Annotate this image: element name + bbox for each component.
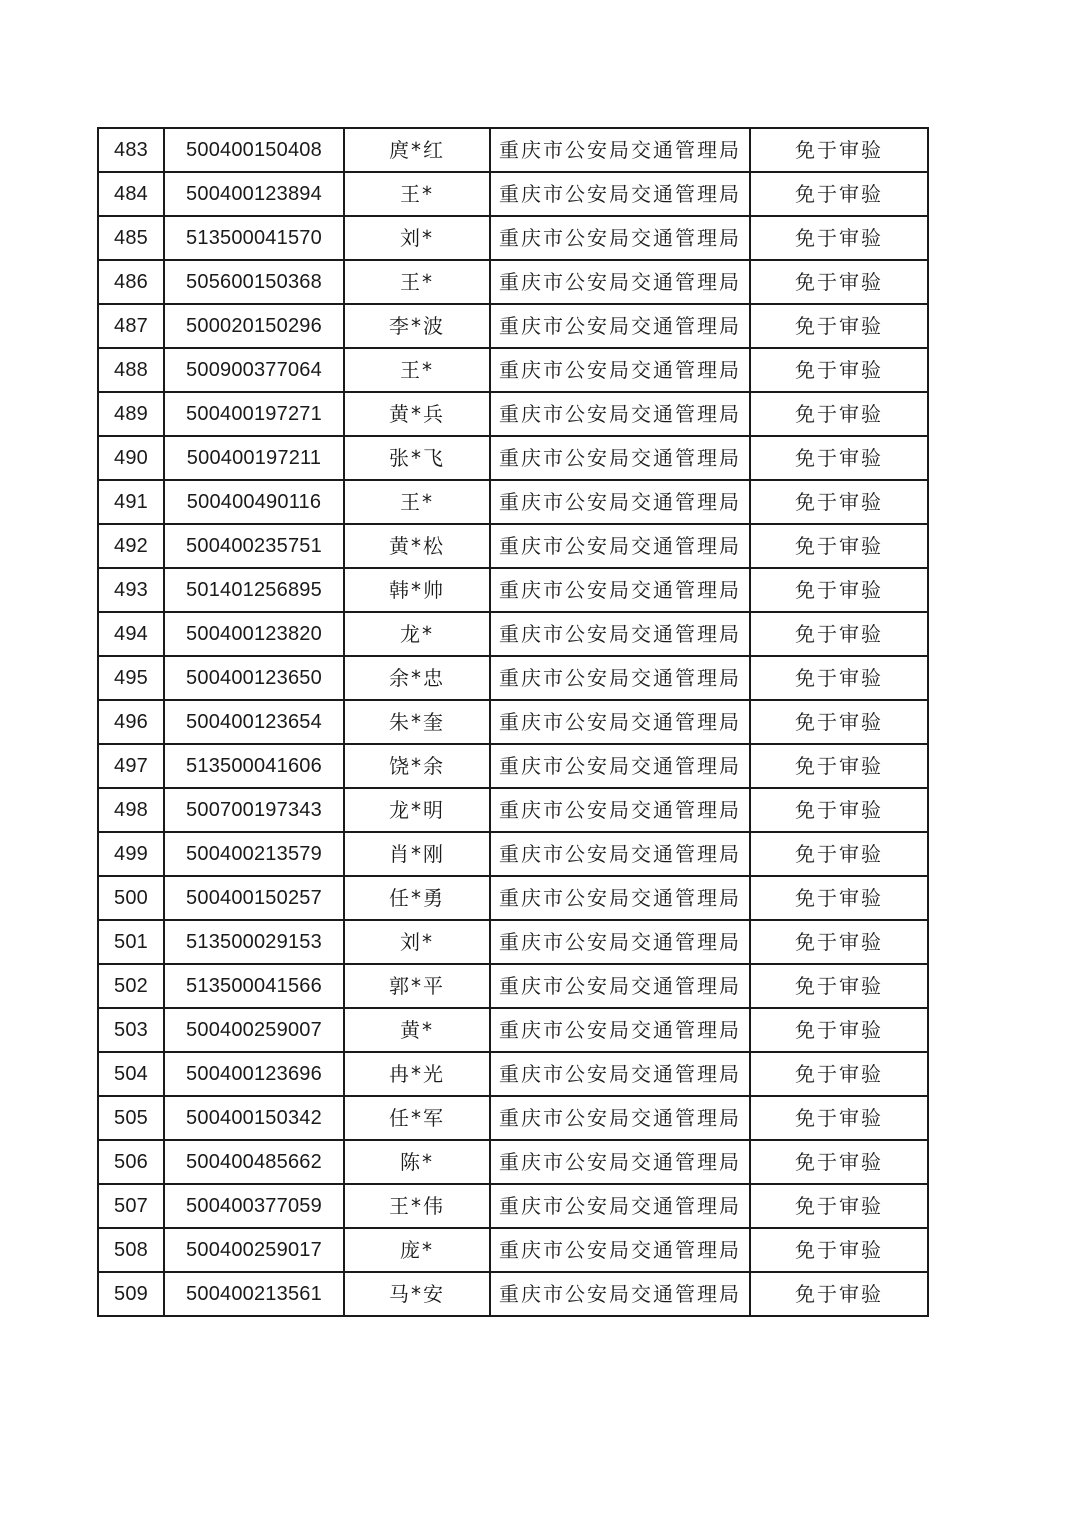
row-certificate-id: 500400123894 bbox=[164, 172, 344, 216]
table-row bbox=[98, 1272, 928, 1316]
row-issuing-authority: 重庆市公安局交通管理局 bbox=[490, 348, 750, 392]
row-holder-name: 李*波 bbox=[344, 304, 490, 348]
row-certificate-id: 500400213579 bbox=[164, 832, 344, 876]
row-holder-name: 王* bbox=[344, 480, 490, 524]
row-holder-name: 任*勇 bbox=[344, 876, 490, 920]
row-sequence-number: 494 bbox=[98, 612, 164, 656]
row-review-status: 免于审验 bbox=[750, 172, 928, 216]
row-review-status: 免于审验 bbox=[750, 920, 928, 964]
row-certificate-id: 500400197271 bbox=[164, 392, 344, 436]
row-certificate-id: 500400213561 bbox=[164, 1272, 344, 1316]
row-sequence-number: 492 bbox=[98, 524, 164, 568]
row-holder-name: 马*安 bbox=[344, 1272, 490, 1316]
row-sequence-number: 484 bbox=[98, 172, 164, 216]
row-certificate-id: 500400123654 bbox=[164, 700, 344, 744]
table-row bbox=[98, 744, 928, 788]
table-row bbox=[98, 788, 928, 832]
row-certificate-id: 500400123820 bbox=[164, 612, 344, 656]
row-holder-name: 黄* bbox=[344, 1008, 490, 1052]
row-certificate-id: 500400377059 bbox=[164, 1184, 344, 1228]
table-row bbox=[98, 172, 928, 216]
records-table bbox=[97, 127, 929, 1317]
row-review-status: 免于审验 bbox=[750, 1272, 928, 1316]
row-review-status: 免于审验 bbox=[750, 1140, 928, 1184]
table-row bbox=[98, 304, 928, 348]
row-review-status: 免于审验 bbox=[750, 1184, 928, 1228]
row-review-status: 免于审验 bbox=[750, 1008, 928, 1052]
row-review-status: 免于审验 bbox=[750, 480, 928, 524]
row-issuing-authority: 重庆市公安局交通管理局 bbox=[490, 568, 750, 612]
row-issuing-authority: 重庆市公安局交通管理局 bbox=[490, 524, 750, 568]
row-sequence-number: 499 bbox=[98, 832, 164, 876]
row-issuing-authority: 重庆市公安局交通管理局 bbox=[490, 1096, 750, 1140]
table-row bbox=[98, 832, 928, 876]
row-sequence-number: 488 bbox=[98, 348, 164, 392]
row-holder-name: 朱*奎 bbox=[344, 700, 490, 744]
row-sequence-number: 498 bbox=[98, 788, 164, 832]
row-holder-name: 陈* bbox=[344, 1140, 490, 1184]
row-review-status: 免于审验 bbox=[750, 392, 928, 436]
row-holder-name: 王* bbox=[344, 172, 490, 216]
row-certificate-id: 500400259017 bbox=[164, 1228, 344, 1272]
row-holder-name: 余*忠 bbox=[344, 656, 490, 700]
row-issuing-authority: 重庆市公安局交通管理局 bbox=[490, 700, 750, 744]
row-certificate-id: 500400150408 bbox=[164, 128, 344, 172]
row-issuing-authority: 重庆市公安局交通管理局 bbox=[490, 1272, 750, 1316]
table-row bbox=[98, 920, 928, 964]
row-review-status: 免于审验 bbox=[750, 700, 928, 744]
row-certificate-id: 501401256895 bbox=[164, 568, 344, 612]
table-row bbox=[98, 964, 928, 1008]
table-row bbox=[98, 1052, 928, 1096]
row-review-status: 免于审验 bbox=[750, 656, 928, 700]
row-issuing-authority: 重庆市公安局交通管理局 bbox=[490, 128, 750, 172]
row-certificate-id: 500400485662 bbox=[164, 1140, 344, 1184]
row-review-status: 免于审验 bbox=[750, 436, 928, 480]
row-review-status: 免于审验 bbox=[750, 832, 928, 876]
row-holder-name: 黄*兵 bbox=[344, 392, 490, 436]
row-issuing-authority: 重庆市公安局交通管理局 bbox=[490, 480, 750, 524]
row-review-status: 免于审验 bbox=[750, 1096, 928, 1140]
row-issuing-authority: 重庆市公安局交通管理局 bbox=[490, 1052, 750, 1096]
row-issuing-authority: 重庆市公安局交通管理局 bbox=[490, 832, 750, 876]
row-sequence-number: 500 bbox=[98, 876, 164, 920]
row-issuing-authority: 重庆市公安局交通管理局 bbox=[490, 260, 750, 304]
table-row bbox=[98, 1096, 928, 1140]
table-row bbox=[98, 1184, 928, 1228]
row-review-status: 免于审验 bbox=[750, 964, 928, 1008]
row-certificate-id: 513500041566 bbox=[164, 964, 344, 1008]
row-issuing-authority: 重庆市公安局交通管理局 bbox=[490, 216, 750, 260]
row-certificate-id: 500400150342 bbox=[164, 1096, 344, 1140]
row-holder-name: 刘* bbox=[344, 216, 490, 260]
row-review-status: 免于审验 bbox=[750, 1052, 928, 1096]
row-issuing-authority: 重庆市公安局交通管理局 bbox=[490, 744, 750, 788]
table-row bbox=[98, 612, 928, 656]
row-holder-name: 肖*刚 bbox=[344, 832, 490, 876]
row-review-status: 免于审验 bbox=[750, 1228, 928, 1272]
row-sequence-number: 485 bbox=[98, 216, 164, 260]
row-issuing-authority: 重庆市公安局交通管理局 bbox=[490, 392, 750, 436]
row-holder-name: 王* bbox=[344, 260, 490, 304]
row-review-status: 免于审验 bbox=[750, 260, 928, 304]
row-certificate-id: 513500041570 bbox=[164, 216, 344, 260]
row-certificate-id: 500400150257 bbox=[164, 876, 344, 920]
row-issuing-authority: 重庆市公安局交通管理局 bbox=[490, 1008, 750, 1052]
table-row bbox=[98, 348, 928, 392]
row-review-status: 免于审验 bbox=[750, 348, 928, 392]
table-row bbox=[98, 216, 928, 260]
row-holder-name: 龙*明 bbox=[344, 788, 490, 832]
row-issuing-authority: 重庆市公安局交通管理局 bbox=[490, 656, 750, 700]
row-sequence-number: 496 bbox=[98, 700, 164, 744]
row-sequence-number: 489 bbox=[98, 392, 164, 436]
row-sequence-number: 505 bbox=[98, 1096, 164, 1140]
row-holder-name: 龙* bbox=[344, 612, 490, 656]
row-issuing-authority: 重庆市公安局交通管理局 bbox=[490, 1228, 750, 1272]
row-certificate-id: 500400490116 bbox=[164, 480, 344, 524]
row-sequence-number: 483 bbox=[98, 128, 164, 172]
row-review-status: 免于审验 bbox=[750, 876, 928, 920]
row-sequence-number: 490 bbox=[98, 436, 164, 480]
row-sequence-number: 509 bbox=[98, 1272, 164, 1316]
row-holder-name: 王*伟 bbox=[344, 1184, 490, 1228]
row-issuing-authority: 重庆市公安局交通管理局 bbox=[490, 612, 750, 656]
row-holder-name: 刘* bbox=[344, 920, 490, 964]
row-sequence-number: 504 bbox=[98, 1052, 164, 1096]
row-holder-name: 黄*松 bbox=[344, 524, 490, 568]
row-holder-name: 冉*光 bbox=[344, 1052, 490, 1096]
row-certificate-id: 500400123696 bbox=[164, 1052, 344, 1096]
row-certificate-id: 500400235751 bbox=[164, 524, 344, 568]
row-sequence-number: 501 bbox=[98, 920, 164, 964]
table-row bbox=[98, 656, 928, 700]
table-row bbox=[98, 1140, 928, 1184]
row-certificate-id: 500400259007 bbox=[164, 1008, 344, 1052]
row-issuing-authority: 重庆市公安局交通管理局 bbox=[490, 920, 750, 964]
row-issuing-authority: 重庆市公安局交通管理局 bbox=[490, 788, 750, 832]
row-issuing-authority: 重庆市公安局交通管理局 bbox=[490, 436, 750, 480]
row-sequence-number: 507 bbox=[98, 1184, 164, 1228]
table-row bbox=[98, 700, 928, 744]
row-issuing-authority: 重庆市公安局交通管理局 bbox=[490, 1184, 750, 1228]
row-review-status: 免于审验 bbox=[750, 524, 928, 568]
table-row bbox=[98, 876, 928, 920]
row-issuing-authority: 重庆市公安局交通管理局 bbox=[490, 304, 750, 348]
row-holder-name: 庹*红 bbox=[344, 128, 490, 172]
row-certificate-id: 513500029153 bbox=[164, 920, 344, 964]
row-sequence-number: 486 bbox=[98, 260, 164, 304]
table-row bbox=[98, 1228, 928, 1272]
row-sequence-number: 495 bbox=[98, 656, 164, 700]
row-review-status: 免于审验 bbox=[750, 304, 928, 348]
row-certificate-id: 513500041606 bbox=[164, 744, 344, 788]
row-review-status: 免于审验 bbox=[750, 612, 928, 656]
row-review-status: 免于审验 bbox=[750, 744, 928, 788]
row-holder-name: 庞* bbox=[344, 1228, 490, 1272]
row-holder-name: 张*飞 bbox=[344, 436, 490, 480]
row-issuing-authority: 重庆市公安局交通管理局 bbox=[490, 1140, 750, 1184]
table-row bbox=[98, 524, 928, 568]
row-review-status: 免于审验 bbox=[750, 128, 928, 172]
row-review-status: 免于审验 bbox=[750, 216, 928, 260]
table-row bbox=[98, 568, 928, 612]
row-certificate-id: 500700197343 bbox=[164, 788, 344, 832]
row-holder-name: 饶*余 bbox=[344, 744, 490, 788]
row-review-status: 免于审验 bbox=[750, 788, 928, 832]
row-review-status: 免于审验 bbox=[750, 568, 928, 612]
table-row bbox=[98, 392, 928, 436]
row-certificate-id: 500400197211 bbox=[164, 436, 344, 480]
table-row bbox=[98, 480, 928, 524]
row-issuing-authority: 重庆市公安局交通管理局 bbox=[490, 876, 750, 920]
records-table-body bbox=[98, 128, 928, 1316]
row-holder-name: 任*军 bbox=[344, 1096, 490, 1140]
row-sequence-number: 502 bbox=[98, 964, 164, 1008]
row-certificate-id: 500020150296 bbox=[164, 304, 344, 348]
row-issuing-authority: 重庆市公安局交通管理局 bbox=[490, 172, 750, 216]
row-sequence-number: 503 bbox=[98, 1008, 164, 1052]
row-holder-name: 韩*帅 bbox=[344, 568, 490, 612]
row-sequence-number: 491 bbox=[98, 480, 164, 524]
row-sequence-number: 508 bbox=[98, 1228, 164, 1272]
row-certificate-id: 505600150368 bbox=[164, 260, 344, 304]
table-row bbox=[98, 1008, 928, 1052]
table-row bbox=[98, 260, 928, 304]
row-holder-name: 王* bbox=[344, 348, 490, 392]
table-row bbox=[98, 128, 928, 172]
row-certificate-id: 500900377064 bbox=[164, 348, 344, 392]
row-sequence-number: 506 bbox=[98, 1140, 164, 1184]
row-issuing-authority: 重庆市公安局交通管理局 bbox=[490, 964, 750, 1008]
table-row bbox=[98, 436, 928, 480]
row-sequence-number: 493 bbox=[98, 568, 164, 612]
row-sequence-number: 487 bbox=[98, 304, 164, 348]
row-certificate-id: 500400123650 bbox=[164, 656, 344, 700]
row-holder-name: 郭*平 bbox=[344, 964, 490, 1008]
row-sequence-number: 497 bbox=[98, 744, 164, 788]
